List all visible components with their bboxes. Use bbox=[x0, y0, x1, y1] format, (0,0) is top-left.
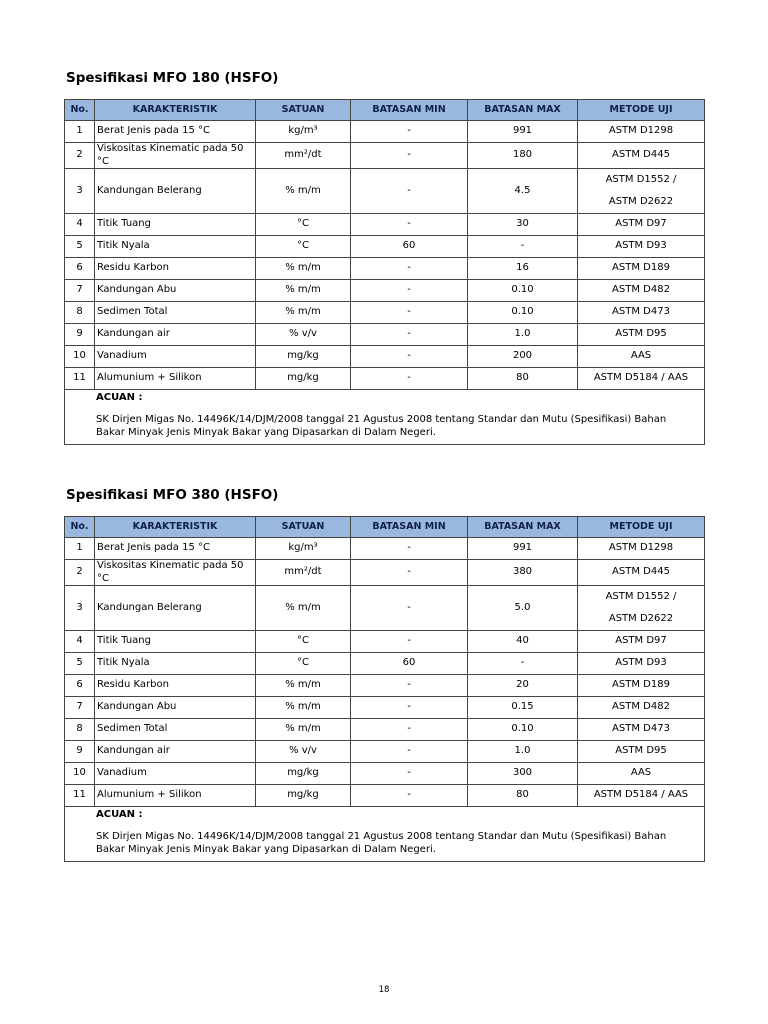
cell-karakteristik: Kandungan Belerang bbox=[95, 586, 256, 631]
header-metode-uji: METODE UJI bbox=[578, 100, 705, 121]
table-row bbox=[65, 719, 705, 741]
cell-batasan-max: - bbox=[468, 653, 578, 675]
cell-batasan-min: - bbox=[351, 214, 468, 236]
cell-metode-uji: ASTM D473 bbox=[578, 719, 705, 741]
header-batasan-min: BATASAN MIN bbox=[351, 100, 468, 121]
cell-satuan: % v/v bbox=[256, 741, 351, 763]
cell-batasan-min: - bbox=[351, 346, 468, 368]
cell-satuan: mg/kg bbox=[256, 763, 351, 785]
header-batasan-max: BATASAN MAX bbox=[468, 100, 578, 121]
cell-satuan: kg/m³ bbox=[256, 538, 351, 560]
header-karakteristik: KARAKTERISTIK bbox=[95, 517, 256, 538]
cell-batasan-min: - bbox=[351, 586, 468, 631]
cell-metode-uji: ASTM D1298 bbox=[578, 538, 705, 560]
table-row bbox=[65, 586, 705, 631]
header-batasan-max: BATASAN MAX bbox=[468, 517, 578, 538]
cell-batasan-min: - bbox=[351, 719, 468, 741]
table-row bbox=[65, 368, 705, 390]
cell-satuan: °C bbox=[256, 653, 351, 675]
cell-batasan-max: 20 bbox=[468, 675, 578, 697]
cell-batasan-max: 0.15 bbox=[468, 697, 578, 719]
cell-satuan: mg/kg bbox=[256, 785, 351, 807]
acuan-row bbox=[65, 807, 705, 862]
cell-batasan-max: 1.0 bbox=[468, 324, 578, 346]
table-row bbox=[65, 121, 705, 143]
table-row bbox=[65, 302, 705, 324]
cell-metode-uji: ASTM D445 bbox=[578, 560, 705, 586]
cell-batasan-min: - bbox=[351, 169, 468, 214]
cell-no: 3 bbox=[65, 586, 95, 631]
cell-batasan-max: 80 bbox=[468, 785, 578, 807]
cell-batasan-max: - bbox=[468, 236, 578, 258]
header-no: No. bbox=[65, 100, 95, 121]
table-row bbox=[65, 538, 705, 560]
cell-karakteristik: Kandungan air bbox=[95, 324, 256, 346]
cell-satuan: kg/m³ bbox=[256, 121, 351, 143]
cell-karakteristik: Kandungan Belerang bbox=[95, 169, 256, 214]
cell-batasan-max: 380 bbox=[468, 560, 578, 586]
cell-batasan-max: 0.10 bbox=[468, 719, 578, 741]
cell-no: 10 bbox=[65, 346, 95, 368]
table-row bbox=[65, 653, 705, 675]
cell-no: 7 bbox=[65, 697, 95, 719]
metode-line-1: ASTM D1552 / bbox=[605, 591, 677, 602]
cell-no: 3 bbox=[65, 169, 95, 214]
cell-metode-uji: ASTM D482 bbox=[578, 280, 705, 302]
cell-batasan-min: - bbox=[351, 143, 468, 169]
cell-batasan-max: 991 bbox=[468, 538, 578, 560]
metode-line-2: ASTM D2622 bbox=[608, 613, 674, 624]
table-row bbox=[65, 143, 705, 169]
cell-metode-uji: ASTM D95 bbox=[578, 741, 705, 763]
cell-karakteristik: Sedimen Total bbox=[95, 302, 256, 324]
acuan-text: SK Dirjen Migas No. 14496K/14/DJM/2008 tanggal 21 Agustus 2008 tentang Standar dan Mutu (Spesifikasi) Bahan Bakar Minyak Jenis Minyak Bakar yang Dipasarkan di Dalam Negeri. bbox=[96, 413, 667, 438]
table-row bbox=[65, 675, 705, 697]
header-no: No. bbox=[65, 517, 95, 538]
cell-no: 1 bbox=[65, 538, 95, 560]
cell-batasan-max: 30 bbox=[468, 214, 578, 236]
cell-karakteristik: Alumunium + Silikon bbox=[95, 368, 256, 390]
cell-batasan-min: - bbox=[351, 763, 468, 785]
cell-batasan-max: 16 bbox=[468, 258, 578, 280]
cell-no: 10 bbox=[65, 763, 95, 785]
cell-no: 1 bbox=[65, 121, 95, 143]
cell-karakteristik: Titik Tuang bbox=[95, 631, 256, 653]
acuan-label: ACUAN : bbox=[96, 809, 143, 820]
cell-satuan: % v/v bbox=[256, 324, 351, 346]
cell-karakteristik: Alumunium + Silikon bbox=[95, 785, 256, 807]
cell-batasan-min: - bbox=[351, 560, 468, 586]
table-body bbox=[65, 538, 705, 807]
header-satuan: SATUAN bbox=[256, 100, 351, 121]
acuan-cell bbox=[65, 807, 705, 862]
cell-batasan-min: - bbox=[351, 538, 468, 560]
table-row bbox=[65, 280, 705, 302]
cell-metode-uji: ASTM D1298 bbox=[578, 121, 705, 143]
table-header-row bbox=[65, 517, 705, 538]
cell-batasan-max: 991 bbox=[468, 121, 578, 143]
table-row bbox=[65, 697, 705, 719]
metode-line-1: ASTM D1552 / bbox=[605, 174, 677, 185]
table-row bbox=[65, 741, 705, 763]
cell-satuan: % m/m bbox=[256, 719, 351, 741]
table-row bbox=[65, 346, 705, 368]
cell-metode-uji bbox=[578, 586, 705, 631]
cell-batasan-min: 60 bbox=[351, 236, 468, 258]
table-row bbox=[65, 763, 705, 785]
cell-metode-uji: ASTM D97 bbox=[578, 631, 705, 653]
page-number: 18 bbox=[378, 985, 390, 995]
acuan-row bbox=[65, 390, 705, 445]
cell-no: 4 bbox=[65, 214, 95, 236]
cell-batasan-max: 80 bbox=[468, 368, 578, 390]
cell-karakteristik: Titik Nyala bbox=[95, 236, 256, 258]
cell-satuan: °C bbox=[256, 214, 351, 236]
cell-batasan-min: - bbox=[351, 741, 468, 763]
header-karakteristik: KARAKTERISTIK bbox=[95, 100, 256, 121]
cell-no: 2 bbox=[65, 143, 95, 169]
cell-no: 5 bbox=[65, 653, 95, 675]
cell-satuan: % m/m bbox=[256, 302, 351, 324]
cell-metode-uji: ASTM D93 bbox=[578, 653, 705, 675]
acuan-label: ACUAN : bbox=[96, 392, 143, 403]
cell-batasan-max: 0.10 bbox=[468, 280, 578, 302]
table-row bbox=[65, 324, 705, 346]
section-title-mfo-380: Spesifikasi MFO 380 (HSFO) bbox=[66, 487, 279, 503]
cell-batasan-max: 5.0 bbox=[468, 586, 578, 631]
cell-karakteristik: Titik Tuang bbox=[95, 214, 256, 236]
cell-satuan: % m/m bbox=[256, 675, 351, 697]
cell-karakteristik: Vanadium bbox=[95, 346, 256, 368]
table-row bbox=[65, 631, 705, 653]
cell-metode-uji: ASTM D97 bbox=[578, 214, 705, 236]
cell-batasan-max: 180 bbox=[468, 143, 578, 169]
acuan-text: SK Dirjen Migas No. 14496K/14/DJM/2008 tanggal 21 Agustus 2008 tentang Standar dan Mutu (Spesifikasi) Bahan Bakar Minyak Jenis Minyak Bakar yang Dipasarkan di Dalam Negeri. bbox=[96, 830, 667, 855]
cell-karakteristik: Residu Karbon bbox=[95, 258, 256, 280]
acuan-cell bbox=[65, 390, 705, 445]
cell-metode-uji: ASTM D95 bbox=[578, 324, 705, 346]
cell-batasan-max: 0.10 bbox=[468, 302, 578, 324]
cell-karakteristik: Sedimen Total bbox=[95, 719, 256, 741]
cell-batasan-min: - bbox=[351, 631, 468, 653]
cell-batasan-max: 300 bbox=[468, 763, 578, 785]
cell-karakteristik: Kandungan Abu bbox=[95, 280, 256, 302]
spec-table-mfo-380 bbox=[64, 516, 705, 862]
cell-no: 11 bbox=[65, 785, 95, 807]
table-row bbox=[65, 258, 705, 280]
cell-metode-uji: AAS bbox=[578, 346, 705, 368]
cell-batasan-min: - bbox=[351, 121, 468, 143]
cell-no: 7 bbox=[65, 280, 95, 302]
cell-metode-uji bbox=[578, 169, 705, 214]
cell-batasan-min: - bbox=[351, 697, 468, 719]
section-title-mfo-180: Spesifikasi MFO 180 (HSFO) bbox=[66, 70, 279, 86]
cell-metode-uji: AAS bbox=[578, 763, 705, 785]
header-metode-uji: METODE UJI bbox=[578, 517, 705, 538]
cell-batasan-max: 1.0 bbox=[468, 741, 578, 763]
cell-no: 6 bbox=[65, 258, 95, 280]
table-row bbox=[65, 560, 705, 586]
cell-satuan: mg/kg bbox=[256, 368, 351, 390]
metode-line-2: ASTM D2622 bbox=[608, 196, 674, 207]
spec-table-mfo-180 bbox=[64, 99, 705, 445]
cell-karakteristik: Kandungan air bbox=[95, 741, 256, 763]
cell-no: 9 bbox=[65, 741, 95, 763]
cell-karakteristik: Berat Jenis pada 15 °C bbox=[95, 121, 256, 143]
cell-satuan: mm²/dt bbox=[256, 560, 351, 586]
cell-metode-uji: ASTM D93 bbox=[578, 236, 705, 258]
table-header-row bbox=[65, 100, 705, 121]
cell-no: 8 bbox=[65, 302, 95, 324]
cell-karakteristik: Kandungan Abu bbox=[95, 697, 256, 719]
cell-no: 2 bbox=[65, 560, 95, 586]
cell-batasan-min: - bbox=[351, 785, 468, 807]
cell-satuan: % m/m bbox=[256, 258, 351, 280]
cell-batasan-min: - bbox=[351, 258, 468, 280]
cell-no: 6 bbox=[65, 675, 95, 697]
cell-karakteristik: Residu Karbon bbox=[95, 675, 256, 697]
cell-satuan: mm²/dt bbox=[256, 143, 351, 169]
cell-metode-uji: ASTM D189 bbox=[578, 258, 705, 280]
cell-metode-uji: ASTM D5184 / AAS bbox=[578, 785, 705, 807]
header-batasan-min: BATASAN MIN bbox=[351, 517, 468, 538]
cell-no: 8 bbox=[65, 719, 95, 741]
cell-satuan: % m/m bbox=[256, 169, 351, 214]
cell-batasan-min: - bbox=[351, 368, 468, 390]
table-row bbox=[65, 214, 705, 236]
cell-karakteristik: Viskositas Kinematic pada 50 °C bbox=[95, 560, 256, 586]
cell-metode-uji: ASTM D189 bbox=[578, 675, 705, 697]
cell-batasan-max: 200 bbox=[468, 346, 578, 368]
cell-karakteristik: Vanadium bbox=[95, 763, 256, 785]
cell-no: 4 bbox=[65, 631, 95, 653]
cell-no: 11 bbox=[65, 368, 95, 390]
cell-metode-uji: ASTM D5184 / AAS bbox=[578, 368, 705, 390]
cell-satuan: mg/kg bbox=[256, 346, 351, 368]
table-row bbox=[65, 785, 705, 807]
cell-karakteristik: Titik Nyala bbox=[95, 653, 256, 675]
cell-batasan-min: - bbox=[351, 302, 468, 324]
cell-satuan: °C bbox=[256, 236, 351, 258]
table-row bbox=[65, 169, 705, 214]
table-body bbox=[65, 121, 705, 390]
cell-metode-uji: ASTM D473 bbox=[578, 302, 705, 324]
cell-batasan-min: - bbox=[351, 280, 468, 302]
cell-satuan: % m/m bbox=[256, 280, 351, 302]
cell-satuan: % m/m bbox=[256, 586, 351, 631]
cell-no: 5 bbox=[65, 236, 95, 258]
cell-satuan: °C bbox=[256, 631, 351, 653]
cell-karakteristik: Viskositas Kinematic pada 50 °C bbox=[95, 143, 256, 169]
cell-batasan-max: 40 bbox=[468, 631, 578, 653]
cell-batasan-min: - bbox=[351, 675, 468, 697]
cell-no: 9 bbox=[65, 324, 95, 346]
cell-metode-uji: ASTM D445 bbox=[578, 143, 705, 169]
cell-batasan-max: 4.5 bbox=[468, 169, 578, 214]
table-row bbox=[65, 236, 705, 258]
cell-batasan-min: - bbox=[351, 324, 468, 346]
cell-batasan-min: 60 bbox=[351, 653, 468, 675]
cell-metode-uji: ASTM D482 bbox=[578, 697, 705, 719]
header-satuan: SATUAN bbox=[256, 517, 351, 538]
cell-satuan: % m/m bbox=[256, 697, 351, 719]
cell-karakteristik: Berat Jenis pada 15 °C bbox=[95, 538, 256, 560]
